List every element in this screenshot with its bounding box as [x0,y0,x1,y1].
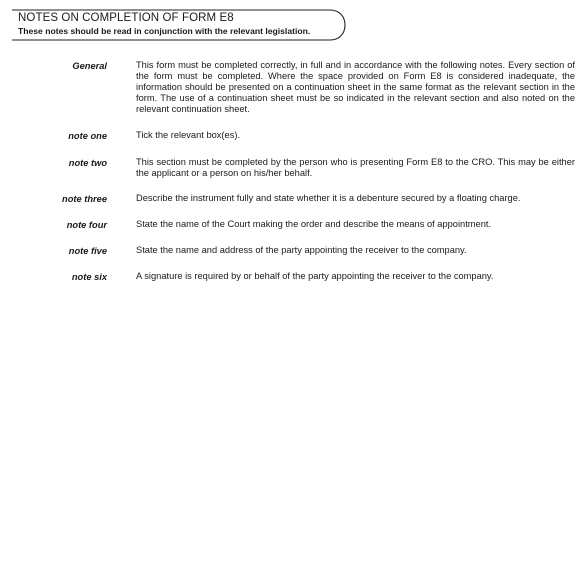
note-text: State the name of the Court making the order and describe the means of appointment. [136,219,492,229]
note-label: note one [68,131,107,141]
note-one [0,130,576,142]
note-three [0,193,576,205]
note-label: note six [71,272,107,282]
form-header [12,9,346,41]
note-six [0,271,576,283]
note-two [0,157,576,179]
note-label: note four [66,220,107,230]
note-text: Tick the relevant box(es). [136,130,241,140]
note-label: General [72,61,107,71]
page-subtitle: These notes should be read in conjunction with the relevant legislation. [18,26,311,36]
notes-list [0,60,576,283]
note-label: note two [68,158,107,168]
note-four [0,219,576,231]
note-text: This section must be completed by the person who is presenting Form E8 to the CRO. This may be either the applicant or a person on his/her behalf. [136,157,575,178]
note-five [0,245,576,257]
note-text: This form must be completed correctly, in full and in accordance with the following notes. Every section of the form must be completed. Where the space provided on Form E8 is considered inadequate, the information should be presented on a continuation sheet in the same format as the relevant section in the form. The use of a continuation sheet must be so indicated in the relevant section and also noted on the relevant continuation sheet. [136,60,575,114]
note-text: A signature is required by or behalf of the party appointing the receiver to the company. [136,271,494,281]
page-title: NOTES ON COMPLETION OF FORM E8 [18,12,234,24]
note-general [0,60,576,115]
note-label: note three [62,194,107,204]
note-label: note five [68,246,107,256]
note-text: State the name and address of the party appointing the receiver to the company. [136,245,467,255]
note-text: Describe the instrument fully and state whether it is a debenture secured by a floating charge. [136,193,521,203]
